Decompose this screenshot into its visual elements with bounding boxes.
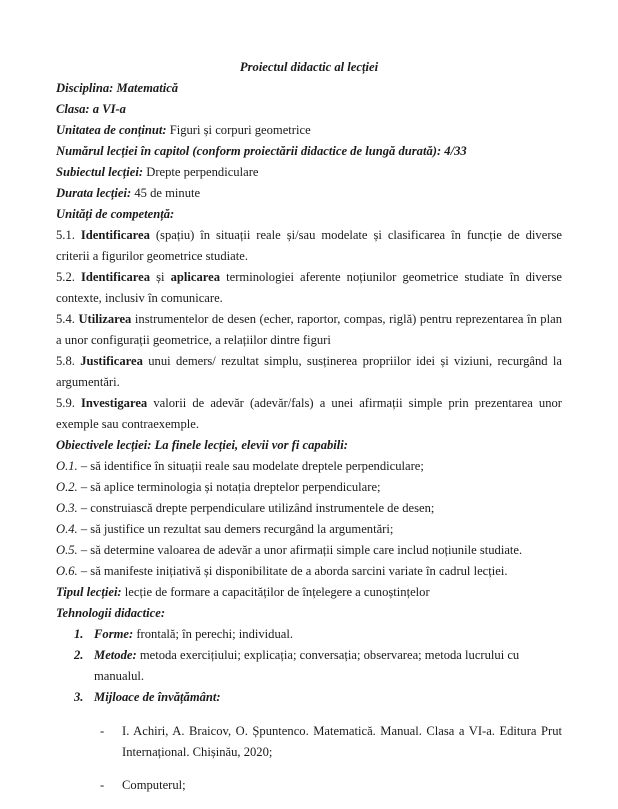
field-lesson-duration xyxy=(56,183,562,204)
means-item xyxy=(56,775,562,796)
objective-item xyxy=(56,456,562,477)
competence-text: valorii de adevăr (adevăr/fals) a unei afirmații simple prin prezentarea unor exemple sau contraexemple. xyxy=(56,396,562,431)
competence-number: 5.1. xyxy=(56,228,81,242)
technologies-list xyxy=(56,624,562,708)
objective-code: O.6. xyxy=(56,564,78,578)
means-text: I. Achiri, A. Braicov, O. Șpuntenco. Matematică. Manual. Clasa a VI-a. Editura Prut Internațional. Chișinău, 2020; xyxy=(122,723,562,759)
competence-text: și xyxy=(150,270,171,284)
objective-item xyxy=(56,477,562,498)
competence-keyword: Identificarea xyxy=(80,228,150,242)
technology-label: Metode: xyxy=(94,648,137,662)
competence-item xyxy=(56,309,562,351)
competences-heading: Unități de competență: xyxy=(56,207,175,221)
objective-text: – să aplice terminologia și notația dreptelor perpendiculare; xyxy=(77,480,381,494)
field-content-unit xyxy=(56,120,562,141)
technology-number: 1. xyxy=(74,627,84,641)
competence-item xyxy=(56,225,562,267)
field-value: 45 de minute xyxy=(131,186,201,200)
field-discipline xyxy=(56,78,562,99)
objective-code: O.4. xyxy=(56,522,78,536)
technology-number: 2. xyxy=(74,648,84,662)
field-value: Figuri și corpuri geometrice xyxy=(166,123,311,137)
competences-list xyxy=(56,225,562,435)
competence-item xyxy=(56,393,562,435)
lesson-type-value: lecție de formare a capacităților de înțelegere a cunoștințelor xyxy=(121,585,430,599)
objective-code: O.1. xyxy=(56,459,78,473)
objective-code: O.2. xyxy=(56,480,78,494)
technology-item xyxy=(56,687,562,708)
objective-text: – să determine valoarea de adevăr a unor afirmații simple care includ noțiunile studiate. xyxy=(77,543,523,557)
field-label: Clasa: a VI-a xyxy=(56,102,126,116)
competence-number: 5.2. xyxy=(56,270,81,284)
competence-text: terminologiei aferente noțiunilor geometrice studiate în diverse contexte, inclusiv în comunicare. xyxy=(56,270,562,305)
technology-number: 3. xyxy=(74,690,84,704)
field-label: Disciplina: Matematică xyxy=(56,81,179,95)
field-label: Numărul lecției în capitol (conform proiectării didactice de lungă durată): 4/33 xyxy=(56,144,467,158)
objective-code: O.3. xyxy=(56,501,78,515)
objective-item xyxy=(56,561,562,582)
technology-value: frontală; în perechi; individual. xyxy=(133,627,294,641)
technology-item xyxy=(56,645,562,687)
dash-bullet: - xyxy=(100,723,105,738)
competence-item xyxy=(56,267,562,309)
lesson-type-label: Tipul lecției: xyxy=(56,585,122,599)
objective-text: – să manifeste inițiativă și disponibilitate de a aborda sarcini variate în cadrul lecției. xyxy=(77,564,508,578)
objective-text: – construiască drepte perpendiculare utilizând instrumentele de desen; xyxy=(77,501,435,515)
competence-text: instrumentelor de desen (echer, raportor, compas, riglă) pentru reprezentarea în plan a unor configurații geometrice, a relațiilor dintre figuri xyxy=(56,312,562,347)
technology-label: Mijloace de învățământ: xyxy=(94,690,221,704)
objective-text: – să justifice un rezultat sau demers recurgând la argumentări; xyxy=(77,522,394,536)
objective-item xyxy=(56,519,562,540)
field-label: Durata lecției: xyxy=(56,186,132,200)
competence-keyword: Identificarea xyxy=(80,270,151,284)
field-label: Subiectul lecției: xyxy=(56,165,144,179)
competence-keyword: Justificarea xyxy=(80,354,143,368)
field-value: Drepte perpendiculare xyxy=(143,165,259,179)
field-lesson-number xyxy=(56,141,562,162)
competence-number: 5.8. xyxy=(56,354,81,368)
competence-keyword: Utilizarea xyxy=(78,312,132,326)
field-lesson-subject xyxy=(56,162,562,183)
document-page xyxy=(56,57,562,809)
dash-bullet: - xyxy=(100,778,105,793)
header-fields xyxy=(56,78,562,204)
objectives-list xyxy=(56,456,562,582)
competence-number: 5.9. xyxy=(56,396,81,410)
competence-keyword: aplicarea xyxy=(170,270,221,284)
field-class xyxy=(56,99,562,120)
lesson-type xyxy=(56,582,562,603)
means-list xyxy=(56,721,562,797)
objectives-heading: Obiectivele lecției: La finele lecției, elevii vor fi capabili: xyxy=(56,438,348,452)
competence-text: unui demers/ rezultat simplu, susținerea propriilor idei și viziuni, recurgând la argumentări. xyxy=(56,354,562,389)
objective-item xyxy=(56,498,562,519)
means-text: Computerul; xyxy=(122,778,186,793)
means-item xyxy=(56,721,562,763)
document-title: Proiectul didactic al lecției xyxy=(239,60,379,74)
technology-label: Forme: xyxy=(94,627,134,641)
objective-text: – să identifice în situații reale sau modelate dreptele perpendiculare; xyxy=(77,459,424,473)
competence-keyword: Investigarea xyxy=(81,396,148,410)
technology-item xyxy=(56,624,562,645)
competence-number: 5.4. xyxy=(56,312,79,326)
competence-text: (spațiu) în situații reale și/sau modelate și clasificarea în funcție de diverse criterii a figurilor geometrice studiate. xyxy=(56,228,562,263)
competence-item xyxy=(56,351,562,393)
objective-code: O.5. xyxy=(56,543,78,557)
technology-value: metoda exercițiului; explicația; conversația; observarea; metoda lucrului cu manualul. xyxy=(94,648,520,683)
field-label: Unitatea de conținut: xyxy=(56,123,167,137)
objective-item xyxy=(56,540,562,561)
technologies-heading: Tehnologii didactice: xyxy=(56,606,166,620)
